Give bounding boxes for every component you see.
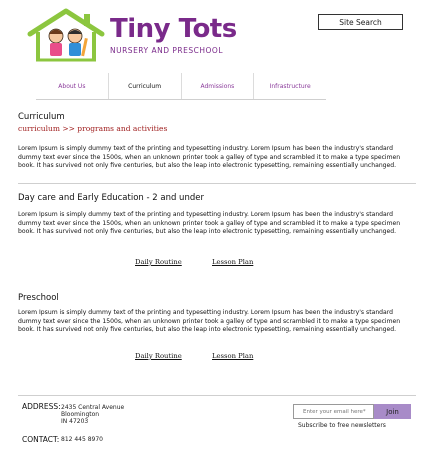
preschool-lesson-plan-link[interactable]: Lesson Plan (212, 352, 254, 360)
footer-divider (18, 395, 416, 396)
main-nav (36, 73, 326, 100)
brand-subtitle: NURSERY AND PRESCHOOL (110, 46, 224, 55)
divider (18, 183, 416, 184)
breadcrumb: curriculum >> programs and activities (18, 124, 168, 133)
brand-name[interactable]: Tiny Tots (110, 14, 237, 44)
join-button[interactable]: Join (374, 404, 411, 419)
address-block (61, 404, 124, 426)
section-text-daycare: Lorem Ipsum is simply dummy text of the printing and typesetting industry. Lorem Ipsum has been the industry's standard dummy text ever since the 1500s, when an unknown printer took a galley of type and scrambled it to make a type specimen book. It has survived not only five centuries, but also the leap into electronic typesetting, remaining essentially unchanged. (18, 211, 401, 236)
section-title-daycare: Day care and Early Education - 2 and under (18, 193, 204, 203)
contact-label: CONTACT: (22, 435, 60, 444)
preschool-daily-routine-link[interactable]: Daily Routine (135, 352, 182, 360)
contact-phone: 812 445 8970 (61, 436, 103, 443)
nav-about-us[interactable]: About Us (58, 82, 86, 90)
address-label: ADDRESS: (22, 402, 61, 411)
newsletter-email-input[interactable] (293, 404, 374, 419)
subscribe-note: Subscribe to free newsletters (298, 422, 386, 429)
nav-infrastructure[interactable]: Infrastructure (253, 73, 326, 99)
section-text-preschool: Lorem Ipsum is simply dummy text of the printing and typesetting industry. Lorem Ipsum has been the industry's standard dummy text ever since the 1500s, when an unknown printer took a galley of type and scrambled it to make a type specimen book. It has survived not only five centuries, but also the leap into electronic typesetting, remaining essentially unchanged. (18, 309, 401, 334)
intro-text: Lorem Ipsum is simply dummy text of the printing and typesetting industry. Lorem Ipsum has been the industry's standard dummy text ever since the 1500s, when an unknown printer took a galley of type and scrambled it to make a type specimen book. It has survived not only five centuries, but also the leap into electronic typesetting, remaining essentially unchanged. (18, 145, 401, 170)
address-line-3: IN 47203 (61, 418, 89, 426)
nav-admissions[interactable]: Admissions (181, 73, 254, 99)
nav-curriculum[interactable]: Curriculum (108, 73, 181, 99)
section-title-preschool: Preschool (18, 293, 59, 303)
address-line-1: 2435 Central Avenue (61, 404, 125, 411)
daycare-daily-routine-link[interactable]: Daily Routine (135, 258, 182, 266)
house-with-children-logo-icon[interactable] (26, 8, 106, 66)
site-search-button[interactable]: Site Search (318, 14, 403, 30)
page-title: Curriculum (18, 112, 65, 122)
address-line-2: Bloomington (61, 411, 100, 419)
daycare-lesson-plan-link[interactable]: Lesson Plan (212, 258, 254, 266)
